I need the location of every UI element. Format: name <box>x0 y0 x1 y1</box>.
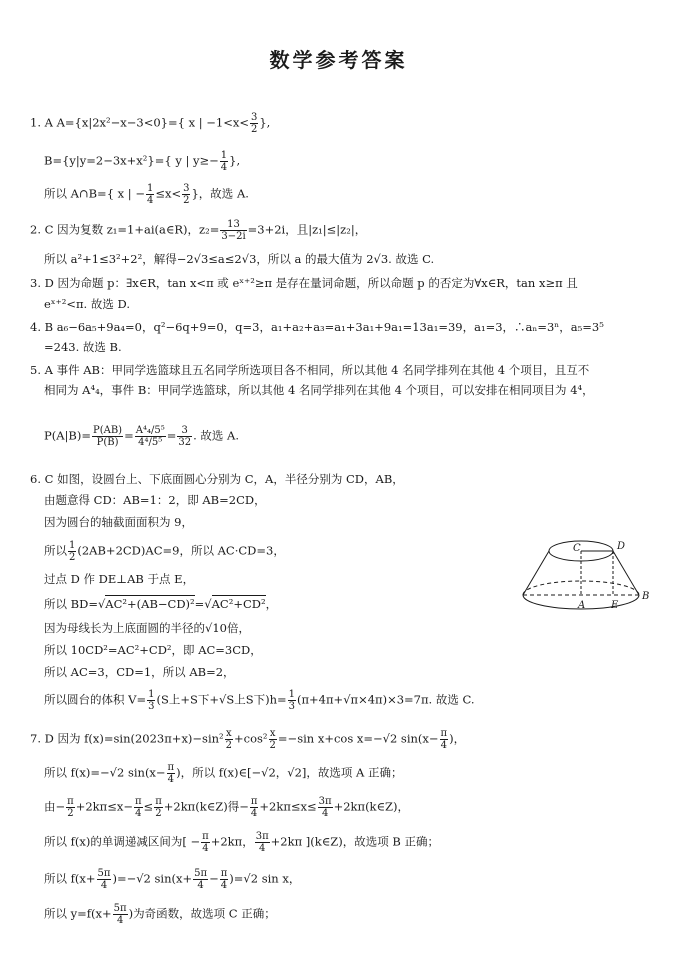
q3-line-2: eˣ⁺²<π. 故选 D. <box>44 297 130 311</box>
fraction: $\frac{\pi}{4}$ <box>167 762 175 785</box>
fraction: $\frac{3\pi}{4}$ <box>255 831 269 854</box>
fraction: $\frac{\pi}{4}$ <box>202 831 209 854</box>
fraction: $\frac{1}{3}$ <box>148 689 155 712</box>
fraction: $\frac{5\pi}{4}$ <box>113 903 127 926</box>
fraction: $\frac{P(AB)}{P(B)}$ <box>92 425 123 448</box>
q6-line-5: 过点 D 作 DE⊥AB 于点 E， <box>44 572 195 586</box>
q1-line-3: 所以 A∩B={ x | − $\frac{1}{4}$ ≤x< $\frac{3}{2}$ }，故选 A. <box>44 183 249 206</box>
q6-line-4: 所以 $\frac{1}{2}$ (2AB+2CD)AC=9，所以 AC·CD=3， <box>44 540 285 563</box>
q6-line-10: 所以圆台的体积 V= $\frac{1}{3}$ (S上+S下+√S上S下)h= $\frac{1}{3}$ (π+4π+√π×4π)×3=7π. 故选 C. <box>44 689 475 712</box>
fraction: $\frac{1}{4}$ <box>146 183 154 206</box>
fraction: $\frac{1}{3}$ <box>288 689 295 712</box>
fraction: $\frac{3\pi}{4}$ <box>318 796 332 819</box>
q7-line-4: 所以 f(x)的单调递减区间为[ − $\frac{\pi}{4}$ +2kπ， $\frac{3\pi}{4}$ +2kπ ](k∈Z)，故选项 B 正确； <box>44 831 439 854</box>
fraction: $\frac{3}{32}$ <box>178 425 192 448</box>
q7-line-1: 7. D 因为 f(x)=sin(2023π+x)−sin² $\frac{x}{2}$ +cos² $\frac{x}{2}$ =−sin x+cos x=−√2 sin(x− $\frac{\pi}{4}$ )， <box>30 728 466 751</box>
q4-line-2: =243. 故选 B. <box>44 340 122 354</box>
q7-line-6: 所以 y=f(x+ $\frac{5\pi}{4}$ )为奇函数，故选项 C 正确； <box>44 903 276 926</box>
fraction: $\frac{\pi}{2}$ <box>67 796 74 819</box>
q6-line-6: 所以 BD=√AC²+(AB−CD)²=√AC²+CD²， <box>44 597 278 611</box>
q6-line-7: 因为母线长为上底面圆的半径的√10倍， <box>44 621 250 635</box>
q5-line-3: P(A|B)= $\frac{P(AB)}{P(B)}$ = $\frac{\text{A⁴₄/5⁵}}{\text{4⁴/5⁵}}$ = $\frac{3}{32}$ . 故选 A. <box>44 425 240 448</box>
fraction: $\frac{\pi}{4}$ <box>134 796 142 819</box>
fraction: $\frac{1}{4}$ <box>220 150 228 173</box>
fraction: $\frac{\pi}{2}$ <box>155 796 162 819</box>
q7-line-3: 由− $\frac{\pi}{2}$ +2kπ≤x− $\frac{\pi}{4}$ ≤ $\frac{\pi}{2}$ +2kπ(k∈Z)得− $\frac{\pi}{4}$ +2kπ≤x≤ $\frac{3\pi}{4}$ +2kπ(k∈Z)， <box>44 796 410 819</box>
q2-line-1: 2. C 因为复数 z₁=1+ai(a∈R)，z₂= $\frac{13}{3-2i}$ =3+2i，且|z₁|≤|z₂|， <box>30 219 367 242</box>
q6-line-3: 因为圆台的轴截面面积为 9， <box>44 515 193 529</box>
fraction: $\frac{\pi}{4}$ <box>250 796 258 819</box>
q1-line-2: B={y|y=2−3x+x²}={ y | y≥− $\frac{1}{4}$ }, <box>44 150 241 173</box>
q1-set-a-cond: { x | −1<x< <box>177 115 249 130</box>
label-d: D <box>617 541 626 552</box>
q4-line-1: 4. B a₆−6a₅+9a₄=0，q²−6q+9=0，q=3，a₁+a₂+a₃=a₁+3a₁+9a₁=13a₁=39，a₁=3，∴aₙ=3ⁿ，a₅=3⁵ <box>30 320 604 334</box>
fraction: $\frac{5\pi}{4}$ <box>97 868 111 891</box>
fraction: $\frac{13}{3-2i}$ <box>221 219 246 242</box>
q1-set-a: 1. A A={x|2x²−x−3<0}= <box>30 115 178 130</box>
fraction: $\frac{1}{2}$ <box>69 540 76 563</box>
fraction: $\frac{\pi}{4}$ <box>220 868 228 891</box>
q3-line-1: 3. D 因为命题 p：∃x∈R，tan x<π 或 eˣ⁺²≥π 是存在量词命题，所以命题 p 的否定为∀x∈R，tan x≥π 且 <box>30 276 578 290</box>
q6-line-8: 所以 10CD²=AC²+CD²，即 AC=3CD， <box>44 643 262 657</box>
fraction: $\frac{3}{2}$ <box>250 112 258 135</box>
left-side <box>523 551 549 595</box>
label-a: A <box>578 600 586 611</box>
q6-line-2: 由题意得 CD：AB=1：2，即 AB=2CD， <box>44 493 266 507</box>
fraction: $\frac{5\pi}{4}$ <box>194 868 208 891</box>
label-c: C <box>573 543 581 554</box>
q6-line-9: 所以 AC=3，CD=1，所以 AB=2， <box>44 665 235 679</box>
fraction: $\frac{x}{2}$ <box>269 728 276 751</box>
q5-line-2: 相同为 A⁴₄，事件 B：甲同学选篮球，所以其他 4 名同学排列在其他 4 个项目，可以安排在相同项目为 4⁴， <box>44 383 594 397</box>
q7-line-5: 所以 f(x+ $\frac{5\pi}{4}$ )=−√2 sin(x+ $\frac{5\pi}{4}$ − $\frac{\pi}{4}$ )=√2 sin x， <box>44 868 301 891</box>
fraction: $\frac{\text{A⁴₄/5⁵}}{\text{4⁴/5⁵}}$ <box>135 425 165 448</box>
fraction: $\frac{\pi}{4}$ <box>440 728 448 751</box>
label-b: B <box>642 591 650 602</box>
q7-line-2: 所以 f(x)=−√2 sin(x− $\frac{\pi}{4}$ )，所以 f(x)∈[−√2，√2]，故选项 A 正确； <box>44 762 403 785</box>
q6-line-1: 6. C 如图，设圆台上、下底面圆心分别为 C，A，半径分别为 CD，AB， <box>30 472 404 486</box>
right-side <box>613 551 639 595</box>
fraction: $\frac{x}{2}$ <box>225 728 233 751</box>
q5-line-1: 5. A 事件 AB：甲同学选篮球且五名同学所选项目各不相同，所以其他 4 名同学排列在其他 4 个项目，且互不 <box>30 363 590 377</box>
page-title: 数学参考答案 <box>269 48 408 72</box>
q2-line-2: 所以 a²+1≤3²+2²，解得−2√3≤a≤2√3，所以 a 的最大值为 2√3. 故选 C. <box>44 252 435 266</box>
label-e: E <box>611 600 619 611</box>
frustum-figure <box>518 535 668 625</box>
fraction: $\frac{3}{2}$ <box>183 183 190 206</box>
q1-line-1: 1. A A={x|2x²−x−3<0}={ x | −1<x< $\frac{3}{2}$ }, <box>30 112 271 135</box>
